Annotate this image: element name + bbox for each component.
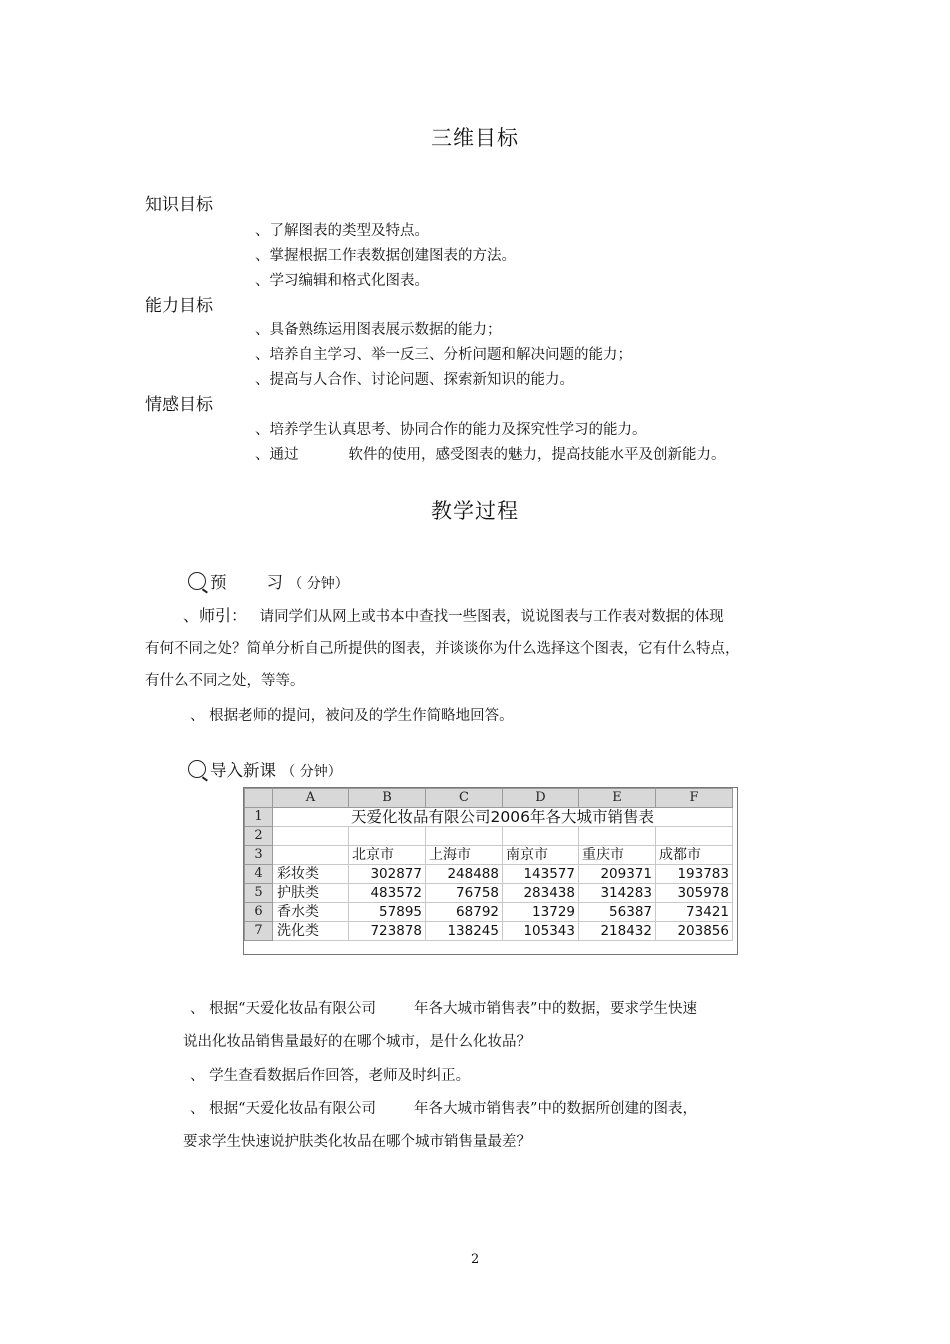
goal-item-software <box>255 443 726 464</box>
cell <box>656 827 733 846</box>
city-header: 成都市 <box>656 846 733 865</box>
section-title: 导入新课 <box>210 761 276 780</box>
circle-arrow-icon <box>188 572 206 590</box>
section-preview <box>188 569 349 593</box>
page-heading-teaching-process: 教学过程 <box>431 499 519 523</box>
cell <box>349 827 426 846</box>
value-cell: 302877 <box>349 865 426 884</box>
cell <box>426 827 503 846</box>
city-header: 重庆市 <box>579 846 656 865</box>
cell <box>579 827 656 846</box>
column-header: C <box>426 789 503 808</box>
goal-category-ability: 能力目标 <box>145 296 213 316</box>
value-cell: 68792 <box>426 903 503 922</box>
section-minutes: （ 分钟） <box>288 576 349 592</box>
section-minutes: （ 分钟） <box>281 764 342 780</box>
row-header: 4 <box>245 865 273 884</box>
value-cell: 56387 <box>579 903 656 922</box>
question-text: 年各大城市销售表”中的数据，要求学生快速 <box>414 1001 697 1017</box>
table-row <box>245 903 733 922</box>
student-response: 、 根据老师的提问，被问及的学生作简略地回答。 <box>190 708 514 724</box>
question-text: 、 根据“天爱化妆品有限公司 <box>190 1101 377 1117</box>
teacher-text: 有何不同之处？简单分析自己所提供的图表，并谈谈你为什么选择这个图表，它有什么特点， <box>145 641 740 657</box>
value-cell: 13729 <box>503 903 579 922</box>
table-row <box>245 865 733 884</box>
category-label: 洗化类 <box>273 922 349 941</box>
category-label: 彩妆类 <box>273 865 349 884</box>
goal-item: 、学习编辑和格式化图表。 <box>255 273 429 289</box>
category-label: 护肤类 <box>273 884 349 903</box>
goal-category-emotion: 情感目标 <box>145 395 213 415</box>
value-cell: 483572 <box>349 884 426 903</box>
cell <box>503 827 579 846</box>
value-cell: 305978 <box>656 884 733 903</box>
column-header: D <box>503 789 579 808</box>
value-cell: 283438 <box>503 884 579 903</box>
row-header: 3 <box>245 846 273 865</box>
question-2: 、 学生查看数据后作回答，老师及时纠正。 <box>190 1068 471 1084</box>
cell <box>273 827 349 846</box>
question-1-line-2: 说出化妆品销售量最好的在哪个城市，是什么化妆品？ <box>183 1034 531 1050</box>
value-cell: 143577 <box>503 865 579 884</box>
value-cell: 57895 <box>349 903 426 922</box>
value-cell: 138245 <box>426 922 503 941</box>
goal-item: 、提高与人合作、讨论问题、探索新知识的能力。 <box>255 372 574 388</box>
section-new-lesson <box>188 757 342 781</box>
question-text: 、 根据“天爱化妆品有限公司 <box>190 1001 377 1017</box>
sales-spreadsheet <box>243 787 738 955</box>
question-3-line-2: 要求学生快速说护肤类化妆品在哪个城市销售量最差？ <box>183 1134 531 1150</box>
corner-cell <box>245 789 273 808</box>
city-header: 南京市 <box>503 846 579 865</box>
value-cell: 723878 <box>349 922 426 941</box>
value-cell: 209371 <box>579 865 656 884</box>
page-heading-three-goals: 三维目标 <box>431 126 519 150</box>
row-header: 5 <box>245 884 273 903</box>
question-3-line-1 <box>190 1097 697 1118</box>
goal-category-knowledge: 知识目标 <box>145 195 213 215</box>
goal-item: 、培养学生认真思考、协同合作的能力及探究性学习的能力。 <box>255 422 647 438</box>
table-row <box>245 922 733 941</box>
goal-item-rest: 软件的使用，感受图表的魅力，提高技能水平及创新能力。 <box>348 447 726 463</box>
section-title-part: 预 <box>210 573 227 592</box>
value-cell: 73421 <box>656 903 733 922</box>
teacher-label: 、师引： <box>183 606 248 625</box>
value-cell: 218432 <box>579 922 656 941</box>
value-cell: 314283 <box>579 884 656 903</box>
value-cell: 193783 <box>656 865 733 884</box>
goal-item: 、掌握根据工作表数据创建图表的方法。 <box>255 248 516 264</box>
value-cell: 76758 <box>426 884 503 903</box>
city-header: 北京市 <box>349 846 426 865</box>
value-cell: 248488 <box>426 865 503 884</box>
teacher-text: 有什么不同之处，等等。 <box>145 673 305 689</box>
teacher-intro-line <box>183 603 724 626</box>
sheet-title: 天爱化妆品有限公司2006年各大城市销售表 <box>273 808 733 827</box>
table-row <box>245 884 733 903</box>
question-1-line-1 <box>190 997 697 1018</box>
city-header: 上海市 <box>426 846 503 865</box>
row-header: 2 <box>245 827 273 846</box>
goal-item: 、了解图表的类型及特点。 <box>255 223 429 239</box>
circle-arrow-icon <box>188 760 206 778</box>
teacher-text: 请同学们从网上或书本中查找一些图表，说说图表与工作表对数据的体现 <box>259 609 724 625</box>
row-header: 6 <box>245 903 273 922</box>
page-number: 2 <box>471 1252 480 1267</box>
column-header: E <box>579 789 656 808</box>
row-header: 7 <box>245 922 273 941</box>
row-header: 1 <box>245 808 273 827</box>
section-title-part: 习 <box>266 573 283 592</box>
value-cell: 203856 <box>656 922 733 941</box>
value-cell: 105343 <box>503 922 579 941</box>
goal-item-prefix: 、通过 <box>255 447 299 463</box>
question-text: 年各大城市销售表”中的数据所创建的图表， <box>414 1101 697 1117</box>
column-header: F <box>656 789 733 808</box>
column-header: A <box>273 789 349 808</box>
category-label: 香水类 <box>273 903 349 922</box>
goal-item: 、具备熟练运用图表展示数据的能力； <box>255 322 502 338</box>
cell <box>273 846 349 865</box>
goal-item: 、培养自主学习、举一反三、分析问题和解决问题的能力； <box>255 347 632 363</box>
column-header: B <box>349 789 426 808</box>
